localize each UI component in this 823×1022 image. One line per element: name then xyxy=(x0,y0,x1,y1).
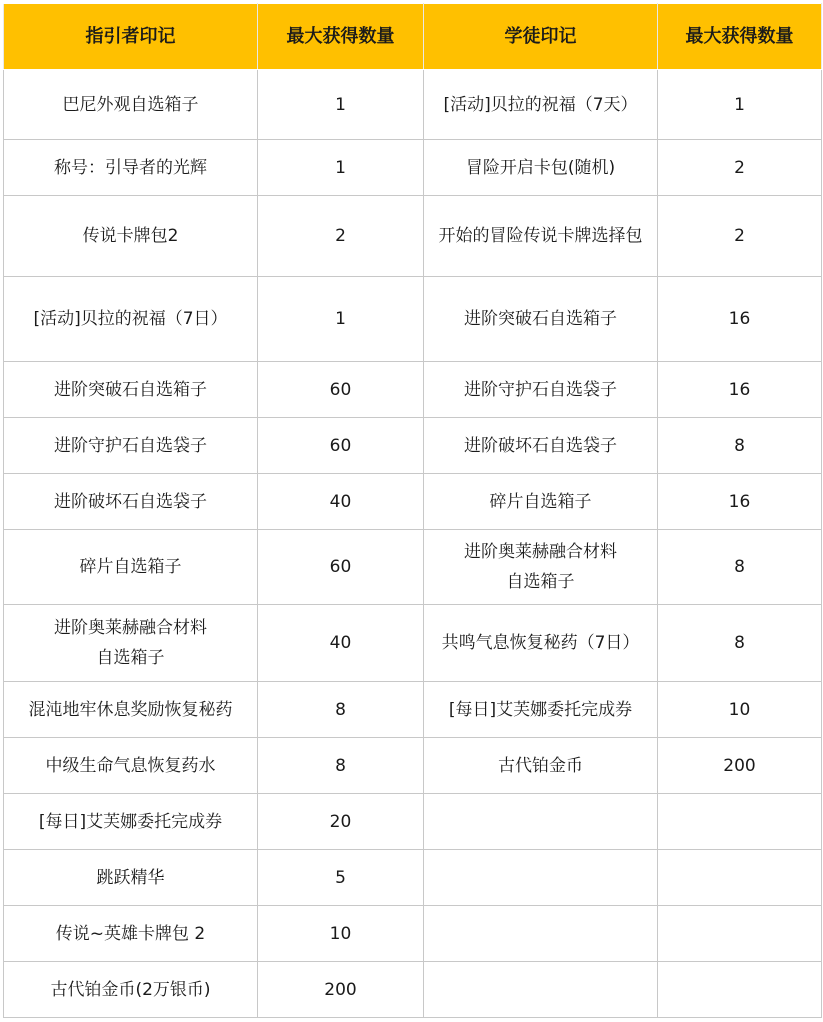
apprentice-qty xyxy=(658,850,822,906)
table-row xyxy=(4,530,822,605)
apprentice-qty: 8 xyxy=(658,418,822,474)
table-row xyxy=(4,277,822,362)
guide-item: [活动]贝拉的祝福（7日） xyxy=(4,277,258,362)
apprentice-item: [每日]艾芙娜委托完成券 xyxy=(424,682,658,738)
header-guide-mark: 指引者印记 xyxy=(4,4,258,70)
table-row xyxy=(4,70,822,140)
guide-qty: 40 xyxy=(258,474,424,530)
guide-item: 混沌地牢休息奖励恢复秘药 xyxy=(4,682,258,738)
apprentice-qty: 2 xyxy=(658,196,822,277)
table-row xyxy=(4,362,822,418)
table-row xyxy=(4,738,822,794)
apprentice-item: 开始的冒险传说卡牌选择包 xyxy=(424,196,658,277)
guide-qty: 200 xyxy=(258,962,424,1018)
table-row xyxy=(4,962,822,1018)
table-row xyxy=(4,605,822,682)
guide-item: 古代铂金币(2万银币) xyxy=(4,962,258,1018)
table-row xyxy=(4,906,822,962)
guide-qty: 2 xyxy=(258,196,424,277)
guide-item-line1: 进阶奥莱赫融合材料 xyxy=(54,618,207,638)
apprentice-qty xyxy=(658,906,822,962)
apprentice-item: 古代铂金币 xyxy=(424,738,658,794)
guide-item: 碎片自选箱子 xyxy=(4,530,258,605)
apprentice-qty: 200 xyxy=(658,738,822,794)
table-row xyxy=(4,196,822,277)
header-apprentice-max: 最大获得数量 xyxy=(658,4,822,70)
rewards-table xyxy=(3,3,822,1018)
apprentice-item xyxy=(424,530,658,605)
table-row xyxy=(4,474,822,530)
apprentice-qty: 8 xyxy=(658,605,822,682)
guide-item: 巴尼外观自选箱子 xyxy=(4,70,258,140)
table-row xyxy=(4,418,822,474)
guide-qty: 1 xyxy=(258,70,424,140)
guide-item: 进阶突破石自选箱子 xyxy=(4,362,258,418)
guide-item: 中级生命气息恢复药水 xyxy=(4,738,258,794)
guide-item: 称号：引导者的光辉 xyxy=(4,140,258,196)
header-row xyxy=(4,4,822,70)
apprentice-item: [活动]贝拉的祝福（7天） xyxy=(424,70,658,140)
apprentice-item: 共鸣气息恢复秘药（7日） xyxy=(424,605,658,682)
guide-qty: 5 xyxy=(258,850,424,906)
guide-item: 进阶守护石自选袋子 xyxy=(4,418,258,474)
apprentice-qty: 16 xyxy=(658,474,822,530)
apprentice-item: 进阶守护石自选袋子 xyxy=(424,362,658,418)
table-row xyxy=(4,682,822,738)
apprentice-item: 进阶突破石自选箱子 xyxy=(424,277,658,362)
apprentice-qty: 16 xyxy=(658,362,822,418)
guide-qty: 60 xyxy=(258,418,424,474)
table-row xyxy=(4,850,822,906)
apprentice-item xyxy=(424,850,658,906)
table-row xyxy=(4,794,822,850)
apprentice-qty xyxy=(658,794,822,850)
guide-item: 传说~英雄卡牌包 2 xyxy=(4,906,258,962)
header-apprentice-mark: 学徒印记 xyxy=(424,4,658,70)
apprentice-qty: 8 xyxy=(658,530,822,605)
guide-qty: 1 xyxy=(258,277,424,362)
guide-qty: 8 xyxy=(258,682,424,738)
apprentice-item: 进阶破坏石自选袋子 xyxy=(424,418,658,474)
guide-item: 进阶破坏石自选袋子 xyxy=(4,474,258,530)
guide-qty: 60 xyxy=(258,362,424,418)
apprentice-item-line2: 自选箱子 xyxy=(506,572,575,592)
guide-item: 传说卡牌包2 xyxy=(4,196,258,277)
apprentice-item: 冒险开启卡包(随机) xyxy=(424,140,658,196)
apprentice-item: 碎片自选箱子 xyxy=(424,474,658,530)
guide-qty: 1 xyxy=(258,140,424,196)
apprentice-item-line1: 进阶奥莱赫融合材料 xyxy=(464,542,617,562)
apprentice-item xyxy=(424,794,658,850)
guide-qty: 10 xyxy=(258,906,424,962)
apprentice-qty xyxy=(658,962,822,1018)
apprentice-qty: 10 xyxy=(658,682,822,738)
table-row xyxy=(4,140,822,196)
guide-qty: 20 xyxy=(258,794,424,850)
apprentice-qty: 2 xyxy=(658,140,822,196)
guide-item-line2: 自选箱子 xyxy=(96,648,165,668)
guide-item xyxy=(4,605,258,682)
apprentice-item xyxy=(424,906,658,962)
guide-item: 跳跃精华 xyxy=(4,850,258,906)
guide-item: [每日]艾芙娜委托完成券 xyxy=(4,794,258,850)
guide-qty: 60 xyxy=(258,530,424,605)
guide-qty: 40 xyxy=(258,605,424,682)
apprentice-qty: 16 xyxy=(658,277,822,362)
header-guide-max: 最大获得数量 xyxy=(258,4,424,70)
apprentice-qty: 1 xyxy=(658,70,822,140)
apprentice-item xyxy=(424,962,658,1018)
guide-qty: 8 xyxy=(258,738,424,794)
